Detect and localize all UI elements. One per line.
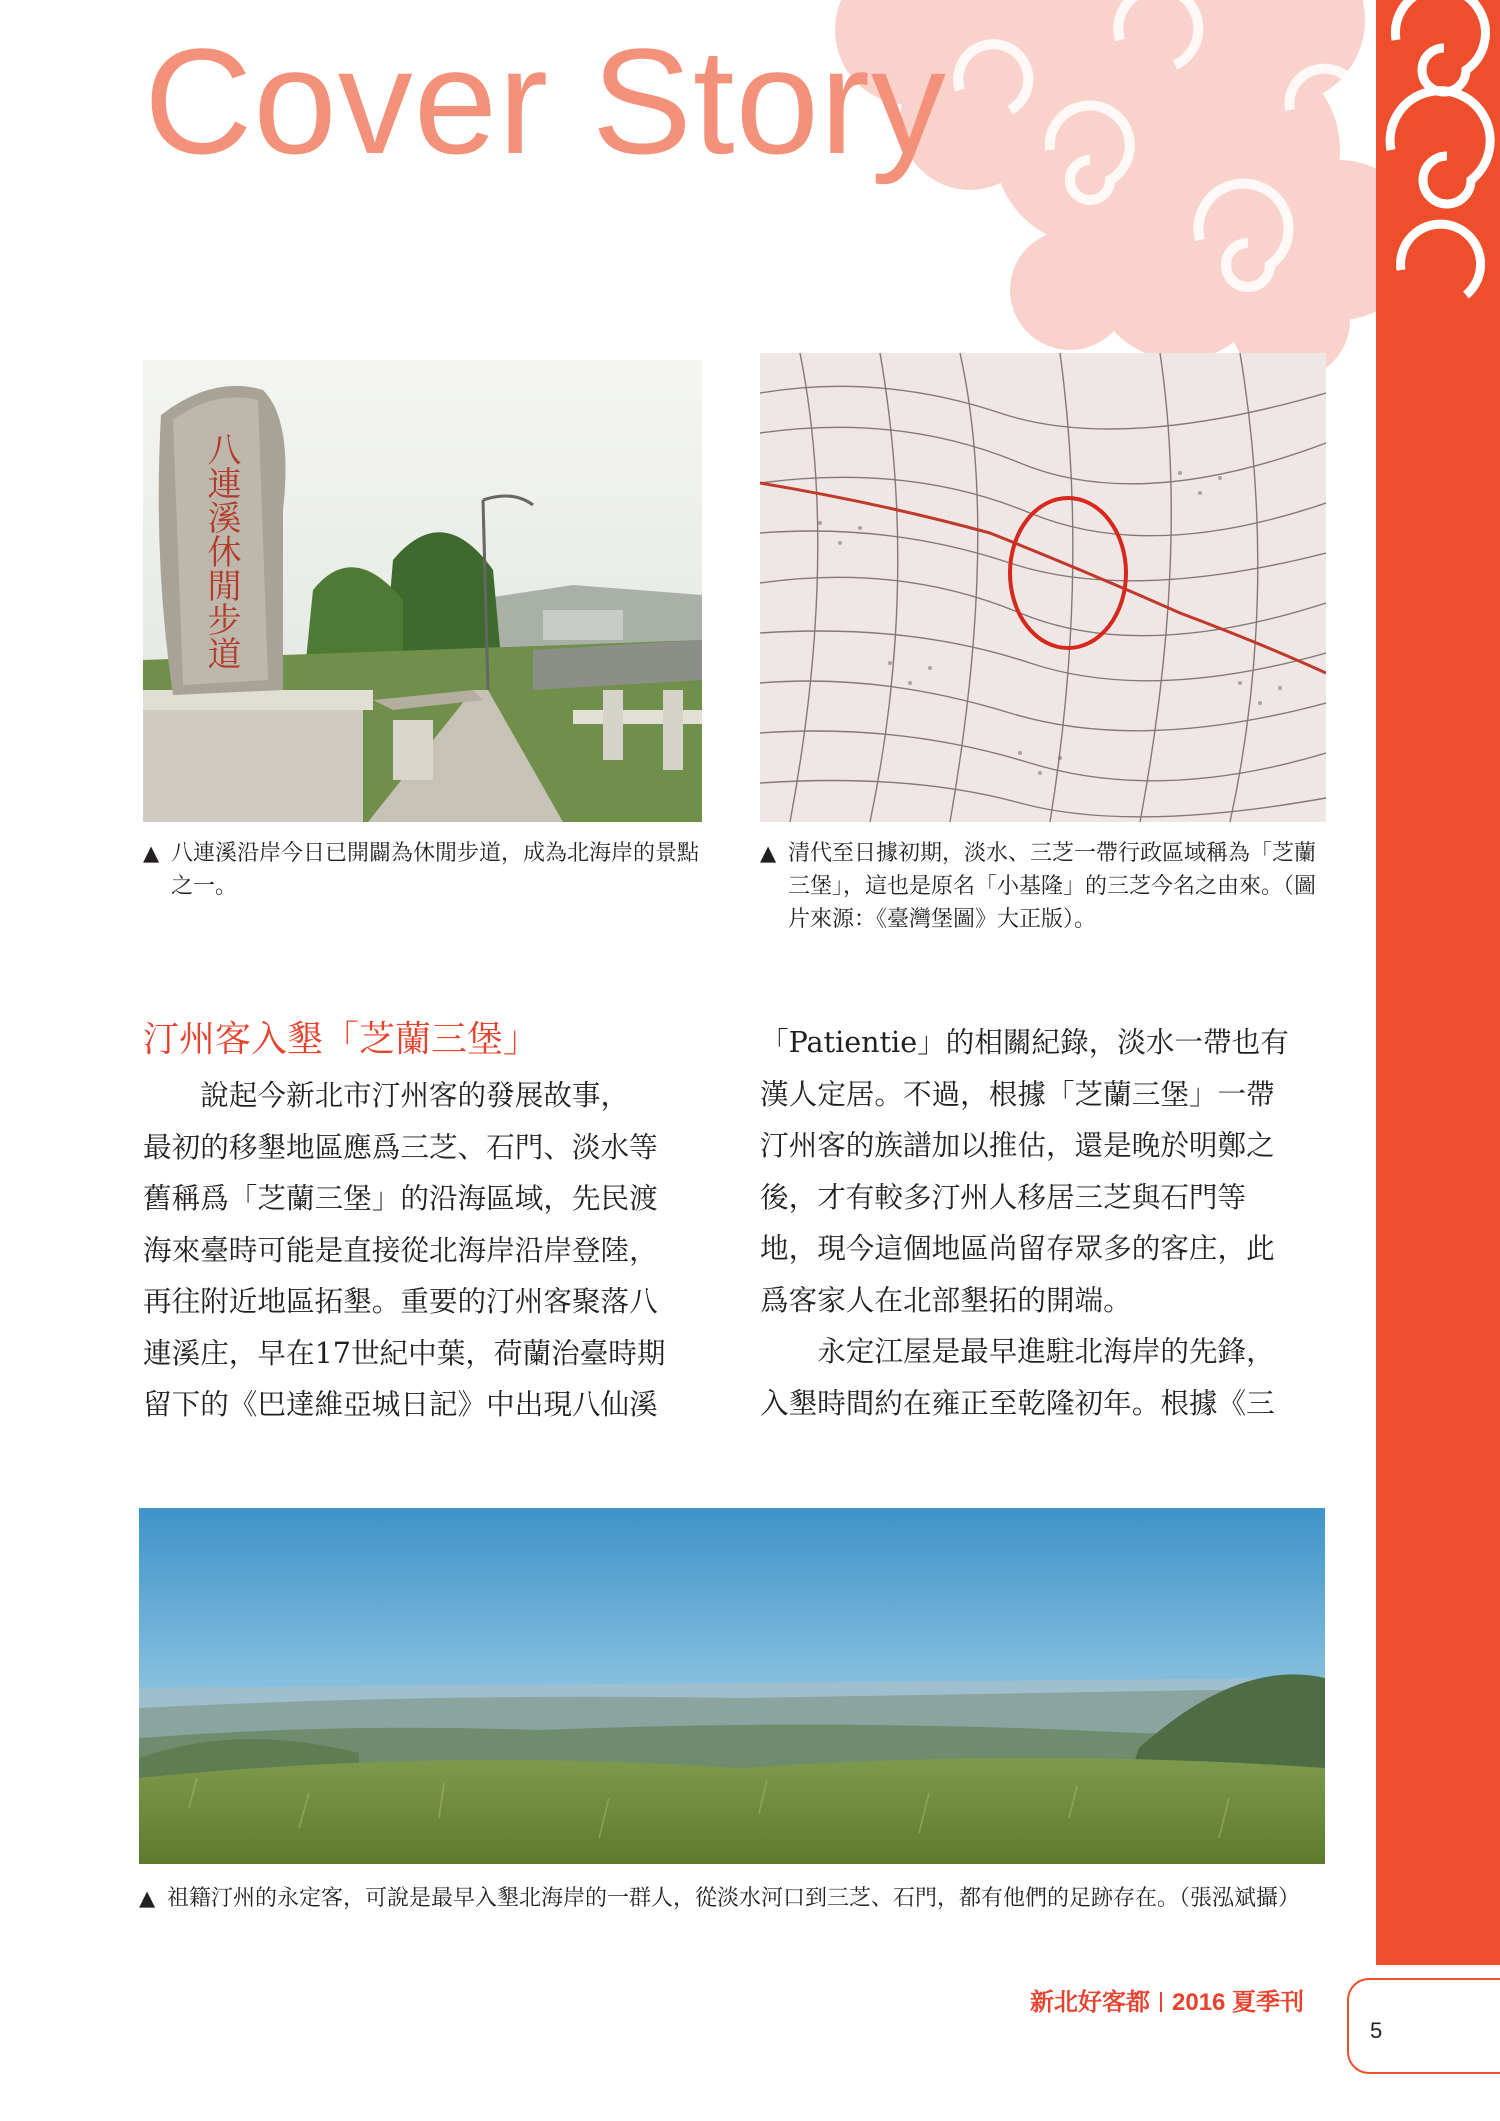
- section-heading: 汀州客入墾「芝蘭三堡」: [143, 1019, 540, 1060]
- stone-inscription: 八連溪休閒步道: [201, 432, 241, 670]
- article-line: 再往附近地區拓墾。重要的汀州客聚落八: [143, 1284, 658, 1318]
- article-line: 留下的《巴達維亞城日記》中出現八仙溪: [143, 1387, 658, 1421]
- article-line: 海來臺時可能是直接從北海岸沿岸登陸，: [143, 1232, 658, 1267]
- article-line: 永定江屋是最早進駐北海岸的先鋒，: [760, 1334, 1275, 1368]
- map-caption: [760, 837, 1326, 936]
- caption-text: 八連溪沿岸今日已開闢為休閒步道，成為北海岸的景點之一。: [171, 841, 700, 899]
- magazine-name: 新北好客都: [1030, 1988, 1150, 2016]
- article-line: 漢人定居。不過，根據「芝蘭三堡」一帶: [760, 1076, 1275, 1111]
- trail-photo: [143, 360, 702, 822]
- caption-marker-icon: ▲: [760, 841, 777, 865]
- footer-divider: [1160, 1992, 1162, 2012]
- caption-marker-icon: ▲: [139, 1886, 156, 1910]
- article-line: 後，才有較多汀州人移居三芝與石門等: [760, 1179, 1247, 1214]
- article-line: 入墾時間約在雍正至乾隆初年。根據《三: [760, 1385, 1275, 1420]
- caption-marker-icon: ▲: [143, 841, 160, 865]
- article-line: 連溪庄，早在17世紀中葉，荷蘭治臺時期: [143, 1335, 666, 1370]
- historic-map-image: [760, 353, 1326, 822]
- article-line: 「Patientie」的相關紀錄，淡水一帶也有: [760, 1025, 1289, 1059]
- article-line: 最初的移墾地區應爲三芝、石門、淡水等: [143, 1129, 658, 1164]
- footer-magazine-info: [1030, 1982, 1304, 2017]
- article-line: 地，現今這個地區尚留存眾多的客庄，此: [760, 1231, 1275, 1265]
- article-line: 汀州客的族譜加以推估，還是晚於明鄭之: [760, 1128, 1275, 1162]
- panorama-photo: [139, 1508, 1325, 1864]
- page-title: Cover Story: [144, 17, 947, 185]
- article-line: 舊稱爲「芝蘭三堡」的沿海區域，先民渡: [143, 1181, 658, 1215]
- article-line: 爲客家人在北部墾拓的開端。: [760, 1282, 1132, 1317]
- panorama-caption: [139, 1882, 1339, 1915]
- article-column-right: [760, 1017, 1325, 1429]
- article-column-left: [143, 1070, 708, 1431]
- trail-caption: [143, 837, 703, 903]
- band-swirl-decoration: [1376, 0, 1500, 330]
- article-line: 說起今新北市汀州客的發展故事，: [143, 1078, 630, 1112]
- magazine-issue: 2016 夏季刊: [1172, 1989, 1305, 2016]
- caption-text: 清代至日據初期，淡水、三芝一帶行政區域稱為「芝蘭三堡」，這也是原名「小基隆」的三芝今名之由來。（圖片來源：《臺灣堡圖》大正版）。: [788, 841, 1317, 932]
- caption-text: 祖籍汀州的永定客，可說是最早入墾北海岸的一群人，從淡水河口到三芝、石門，都有他們的足跡存在。（張泓斌攝）: [167, 1886, 1301, 1911]
- page-number: 5: [1370, 2018, 1383, 2043]
